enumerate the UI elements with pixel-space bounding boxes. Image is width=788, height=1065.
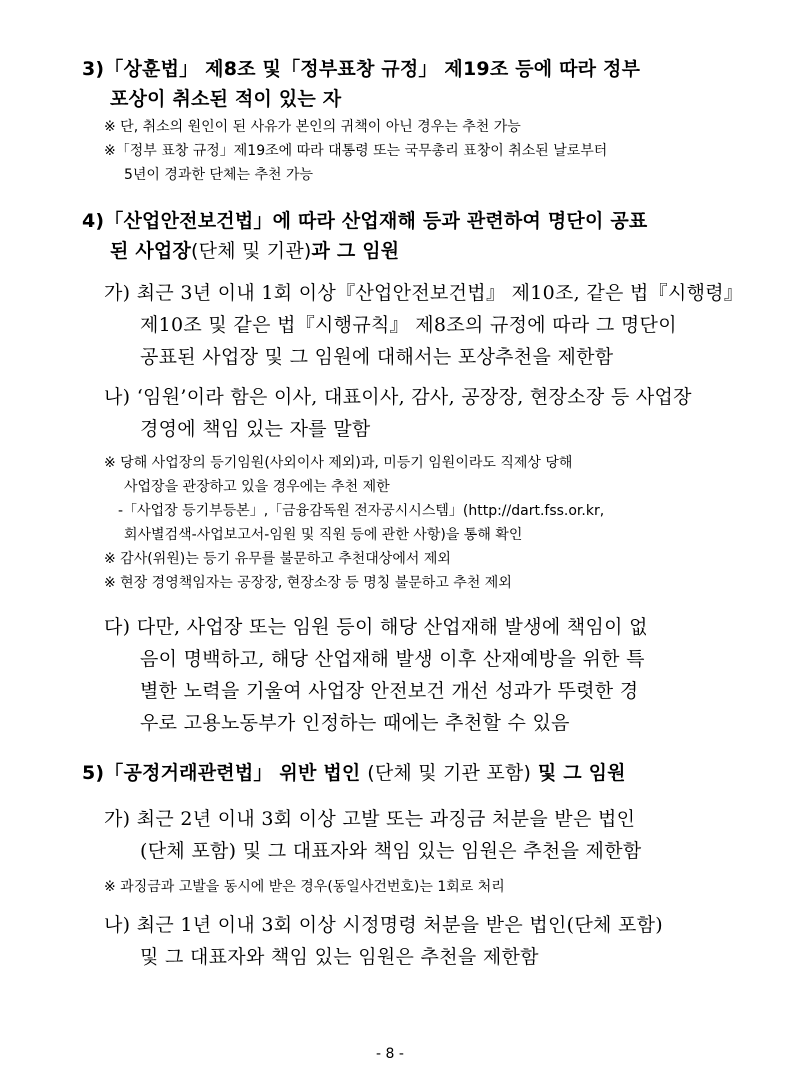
item-4-ga-line-3: 공표된 사업장 및 그 임원에 대해서는 포상추천을 제한함 (140, 346, 614, 368)
section-3-heading-line-1: 3)「상훈법」 제8조 및「정부표창 규정」 제19조 등에 따라 정부 (82, 58, 641, 80)
section-4-heading-parenthetical: (단체 및 기관) (191, 240, 312, 262)
section-4-note-sub-1: -「사업장 등기부등본」,「금융감독원 전자공시시스템」(http://dart.fss.or.kr, (118, 503, 605, 519)
section-3-note-1: ※ 단, 취소의 원인이 된 사유가 본인의 귀책이 아닌 경우는 추천 가능 (104, 119, 521, 135)
section-3-note-2-continued: 5년이 경과한 단체는 추천 가능 (124, 167, 313, 183)
section-5-heading-subject: 5)「공정거래관련법」 위반 법인 (82, 762, 368, 784)
item-4-da-line-1: 다) 다만, 사업장 또는 임원 등이 해당 산업재해 발생에 책임이 없 (104, 616, 648, 638)
section-5-heading (82, 758, 626, 785)
item-4-da-line-3: 별한 노력을 기울여 사업장 안전보건 개선 성과가 뚜렷한 경 (140, 680, 639, 702)
section-5-heading-parenthetical: (단체 및 기관 포함) (367, 762, 532, 784)
section-4-note-sub-1-continued: 회사별검색-사업보고서-임원 및 직원 등에 관한 사항)을 통해 확인 (124, 527, 523, 543)
item-4-na-line-1: 나) ‘임원’이라 함은 이사, 대표이사, 감사, 공장장, 현장소장 등 사업장 (104, 386, 692, 408)
section-4-heading-line-2 (110, 236, 399, 263)
item-4-da-line-2: 음이 명백하고, 해당 산업재해 발생 이후 산재예방을 위한 특 (140, 648, 645, 670)
item-4-ga-line-2: 제10조 및 같은 법『시행규칙』 제8조의 규정에 따라 그 명단이 (140, 314, 677, 336)
item-5-na-line-2: 및 그 대표자와 책임 있는 임원은 추천을 제한함 (140, 946, 539, 968)
item-4-ga-line-1: 가) 최근 3년 이내 1회 이상『산업안전보건법』 제10조, 같은 법『시행령』 (104, 282, 744, 304)
section-4-note-1-continued: 사업장을 관장하고 있을 경우에는 추천 제한 (124, 479, 390, 495)
section-4-note-2: ※ 감사(위원)는 등기 유무를 불문하고 추천대상에서 제외 (104, 551, 451, 567)
section-5-note-1: ※ 과징금과 고발을 동시에 받은 경우(동일사건번호)는 1회로 처리 (104, 879, 505, 895)
section-5-heading-tail: 및 그 임원 (531, 762, 626, 784)
section-4-note-3: ※ 현장 경영책임자는 공장장, 현장소장 등 명칭 불문하고 추천 제외 (104, 575, 512, 591)
section-3-note-2: ※「정부 표창 규정」제19조에 따라 대통령 또는 국무총리 표창이 취소된 날로부터 (104, 143, 608, 159)
section-4-heading-tail: 과 그 임원 (311, 240, 400, 262)
section-4-heading-subject: 된 사업장 (110, 240, 192, 262)
section-3-heading-line-2: 포상이 취소된 적이 있는 자 (110, 88, 342, 110)
item-5-ga-line-1: 가) 최근 2년 이내 3회 이상 고발 또는 과징금 처분을 받은 법인 (104, 808, 636, 830)
item-4-da-line-4: 우로 고용노동부가 인정하는 때에는 추천할 수 있음 (140, 712, 570, 734)
section-4-note-1: ※ 당해 사업장의 등기임원(사외이사 제외)과, 미등기 임원이라도 직제상 당해 (104, 455, 573, 471)
item-4-na-line-2: 경영에 책임 있는 자를 말함 (140, 418, 371, 440)
section-4-heading-line-1: 4)「산업안전보건법」에 따라 산업재해 등과 관련하여 명단이 공표 (82, 210, 648, 232)
item-5-ga-line-2: (단체 포함) 및 그 대표자와 책임 있는 임원은 추천을 제한함 (140, 840, 642, 862)
page-number: - 8 - (376, 1046, 404, 1062)
item-5-na-line-1: 나) 최근 1년 이내 3회 이상 시정명령 처분을 받은 법인(단체 포함) (104, 914, 664, 936)
